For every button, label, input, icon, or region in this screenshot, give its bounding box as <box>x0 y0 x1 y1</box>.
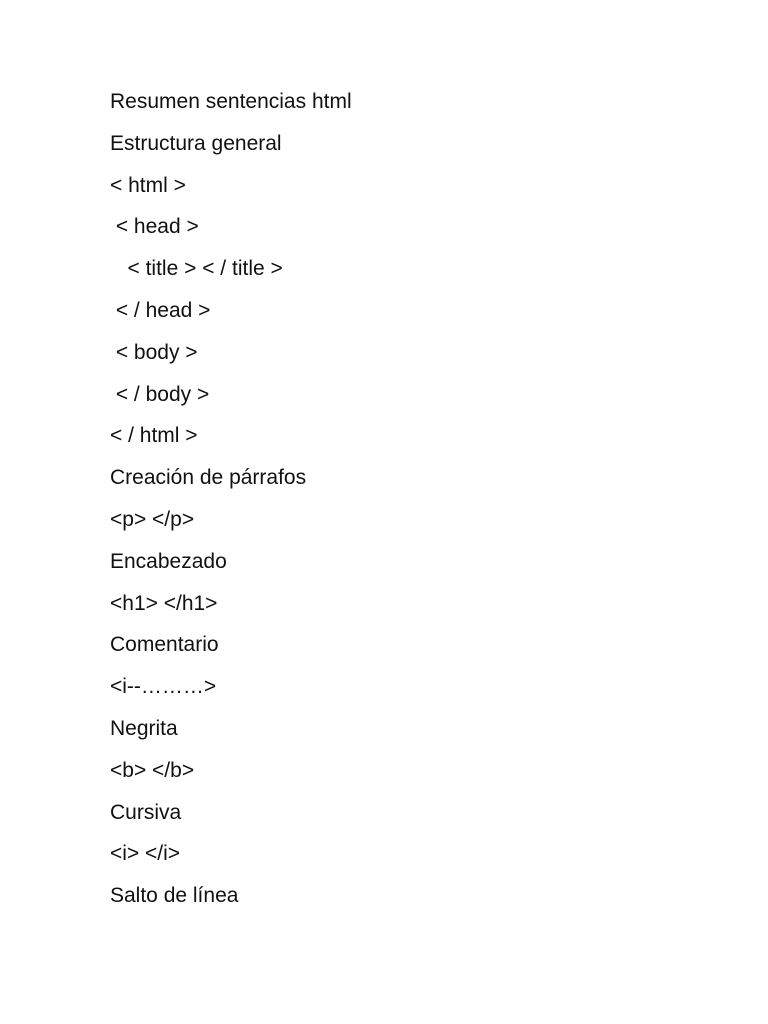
code-line-html-close: < / html > <box>110 424 198 448</box>
section-heading-header: Encabezado <box>110 549 227 573</box>
section-heading-comment: Comentario <box>110 633 219 657</box>
code-line-head-open: < head > <box>110 215 199 239</box>
code-line-paragraph: <p> </p> <box>110 507 195 531</box>
section-heading-bold: Negrita <box>110 716 178 740</box>
code-line-title: < title > < / title > <box>110 257 283 281</box>
section-heading-paragraphs: Creación de párrafos <box>110 466 307 490</box>
document-title: Resumen sentencias html <box>110 90 352 113</box>
code-line-comment: <i--………> <box>110 675 217 699</box>
section-heading-line-break: Salto de línea <box>110 884 239 908</box>
section-heading-italic: Cursiva <box>110 800 182 824</box>
code-line-h1: <h1> </h1> <box>110 591 218 615</box>
code-line-italic: <i> </i> <box>110 842 181 866</box>
code-line-body-close: < / body > <box>110 382 210 406</box>
code-line-head-close: < / head > <box>110 298 211 322</box>
text-lines <box>110 81 352 917</box>
code-line-body-open: < body > <box>110 340 198 364</box>
code-line-bold: <b> </b> <box>110 758 195 782</box>
section-heading-structure: Estructura general <box>110 131 282 155</box>
code-line-html-open: < html > <box>110 173 186 197</box>
